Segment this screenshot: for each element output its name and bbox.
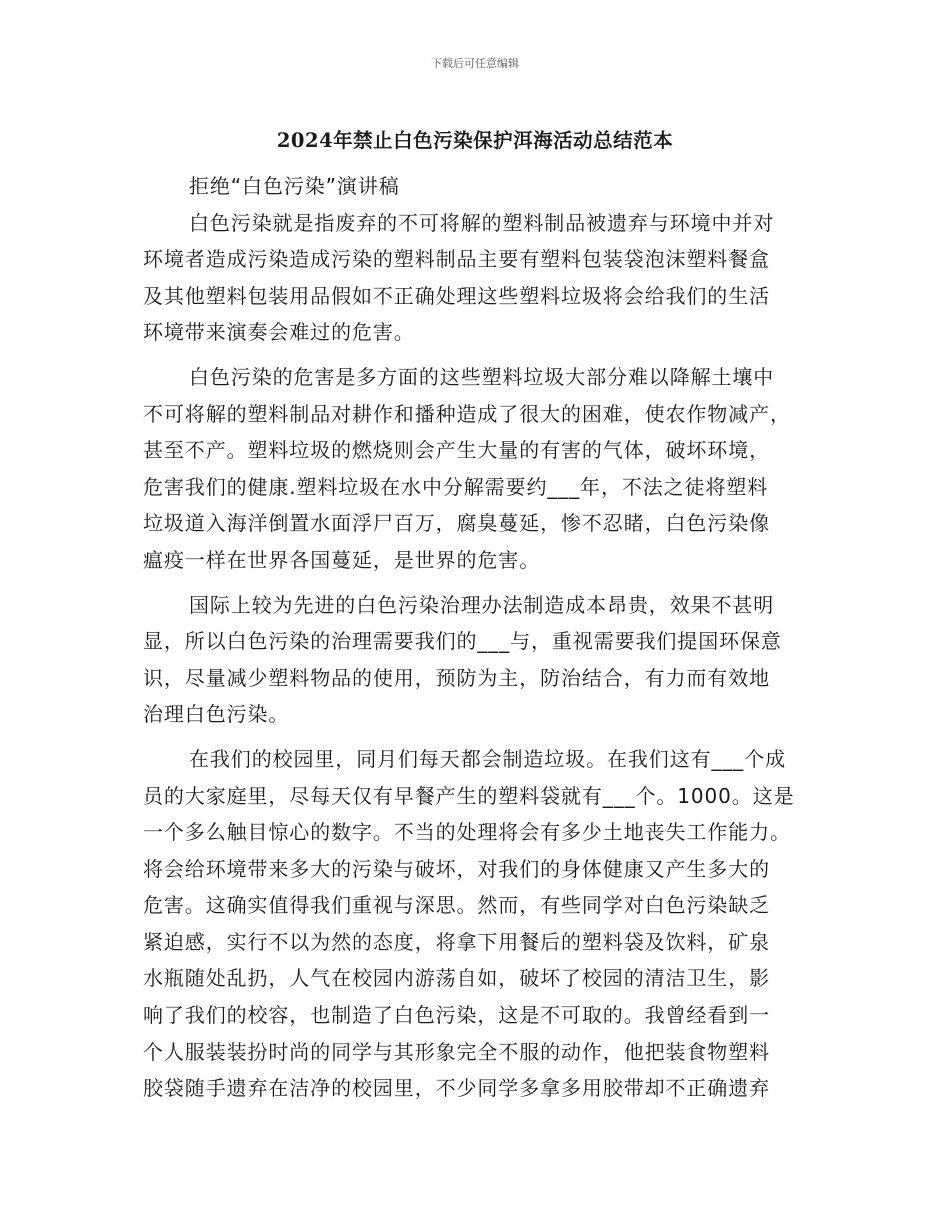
text-line: 显，所以白色污染的治理需要我们的___与，重视需要我们提国环保意 bbox=[143, 629, 782, 654]
text-line: 环境者造成污染造成污染的塑料制品主要有塑料包装袋泡沫塑料餐盒 bbox=[143, 247, 770, 272]
paragraph bbox=[143, 168, 813, 205]
text-line: 甚至不产。塑料垃圾的燃烧则会产生大量的有害的气体，破坏环境， bbox=[143, 438, 770, 463]
page-header-note: 下载后可任意编辑 bbox=[431, 57, 519, 70]
text-line: 在我们的校园里，同月们每天都会制造垃圾。在我们这有___个成 bbox=[189, 746, 786, 771]
text-line: 白色污染的危害是多方面的这些塑料垃圾大部分难以降解土壤中 bbox=[189, 364, 775, 389]
text-line: 一个多么触目惊心的数字。不当的处理将会有多少土地丧失工作能力。 bbox=[143, 820, 791, 845]
text-line: 国际上较为先进的白色污染治理办法制造成本昂贵，效果不甚明 bbox=[189, 592, 775, 617]
text-line: 个人服装装扮时尚的同学与其形象完全不服的动作，他把装食物塑料 bbox=[143, 1039, 770, 1064]
document-title: 2024年禁止白色污染保护洱海活动总结范本 bbox=[276, 129, 674, 152]
text-line: 瘟疫一样在世界各国蔓延，是世界的危害。 bbox=[143, 547, 541, 572]
text-line: 将会给环境带来多大的污染与破坏，对我们的身体健康又产生多大的 bbox=[143, 856, 770, 881]
text-line: 胶袋随手遗弃在洁净的校园里，不少同学多拿多用胶带却不正确遗弃 bbox=[143, 1076, 770, 1101]
paragraph bbox=[143, 205, 813, 351]
text-line: 垃圾道入海洋倒置水面浮尸百万，腐臭蔓延，惨不忍睹，白色污染像 bbox=[143, 511, 770, 536]
document-body bbox=[143, 168, 813, 1107]
paragraph bbox=[143, 587, 813, 733]
text-line: 不可将解的塑料制品对耕作和播种造成了很大的困难，使农作物减产， bbox=[143, 401, 791, 426]
text-line: 拒绝“白色污染”演讲稿 bbox=[189, 174, 400, 198]
text-line: 及其他塑料包装用品假如不正确处理这些塑料垃圾将会给我们的生活 bbox=[143, 283, 770, 308]
text-line: 白色污染就是指废弃的不可将解的塑料制品被遗弃与环境中并对 bbox=[189, 210, 775, 235]
text-line: 水瓶随处乱扔，人气在校园内游荡自如，破坏了校园的清洁卫生，影 bbox=[143, 966, 770, 991]
text-line: 治理白色污染。 bbox=[143, 702, 290, 727]
text-line: 环境带来演奏会难过的危害。 bbox=[143, 320, 415, 345]
text-line: 紧迫感，实行不以为然的态度，将拿下用餐后的塑料袋及饮料，矿泉 bbox=[143, 929, 770, 954]
text-line: 识，尽量减少塑料物品的使用，预防为主，防治结合，有力而有效地 bbox=[143, 665, 770, 690]
paragraph bbox=[143, 741, 813, 1107]
text-line: 员的大家庭里，尽每天仅有早餐产生的塑料袋就有___个。1000。这是 bbox=[143, 783, 795, 808]
paragraph bbox=[143, 359, 813, 579]
text-line: 危害。这确实值得我们重视与深思。然而，有些同学对白色污染缺乏 bbox=[143, 893, 770, 918]
text-line: 危害我们的健康.塑料垃圾在水中分解需要约___年，不法之徒将塑料 bbox=[143, 474, 769, 499]
text-line: 响了我们的校容，也制造了白色污染，这是不可取的。我曾经看到一 bbox=[143, 1003, 770, 1028]
